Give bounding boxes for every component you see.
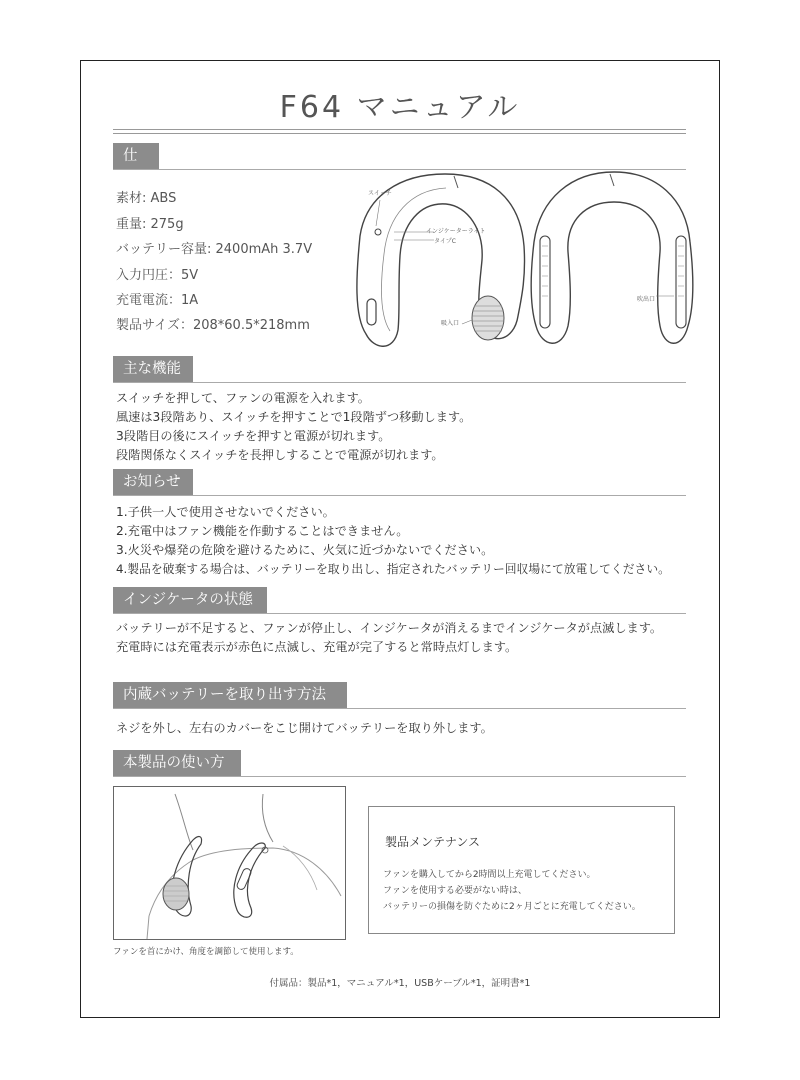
maintenance-line-3: バッテリーの損傷を防ぐために2ヶ月ごとに充電してください。 (383, 902, 641, 912)
section-heading-battery: 内蔵バッテリーを取り出す方法 (113, 682, 347, 708)
heading-rule (113, 382, 686, 383)
accessories-footer: 付属品：製品*1，マニュアル*1，USBケーブル*1，証明書*1 (269, 978, 531, 989)
section-heading-spec: 仕様 (113, 143, 159, 169)
title-rule-2 (113, 133, 686, 134)
spec-charge-current: 充電電流：1A (116, 293, 199, 308)
label-type-c: タイプC (434, 238, 456, 245)
heading-rule (113, 495, 686, 496)
indicator-line-1: バッテリーが不足すると、ファンが停止し、インジケータが消えるまでインジケータが点滅します。 (116, 621, 663, 635)
product-diagram-back (528, 166, 698, 352)
spec-weight: 重量: 275g (116, 217, 184, 232)
spec-input-voltage: 入力円圧：5V (116, 268, 199, 283)
label-outlet: 吹出口 (637, 296, 656, 303)
usage-caption: ファンを首にかけ、角度を調節して使用します。 (113, 947, 299, 957)
indicator-line-2: 充電時には充電表示が赤色に点滅し、充電が完了すると常時点灯します。 (116, 640, 518, 654)
heading-rule (113, 613, 686, 614)
maintenance-title: 製品メンテナンス (385, 835, 481, 849)
section-heading-notice: お知らせ (113, 469, 193, 495)
notice-line-4: 4.製品を破棄する場合は、バッテリーを取り出し、指定されたバッテリー回収場にて放電してください。 (116, 562, 670, 576)
label-indicator: インジケーターライト (426, 228, 486, 235)
section-heading-usage: 本製品の使い方 (113, 750, 241, 776)
label-intake: 吸入口 (441, 320, 460, 327)
battery-line-1: ネジを外し、左右のカバーをこじ開けてバッテリーを取り外します。 (116, 721, 493, 735)
notice-line-2: 2.充電中はファン機能を作動することはできません。 (116, 524, 409, 538)
label-switch: スイッチ (368, 190, 392, 197)
maintenance-line-2: ファンを使用する必要がない時は、 (383, 886, 527, 896)
title-rule (113, 129, 686, 130)
page-title: F64 マニュアル (279, 90, 521, 125)
spec-size: 製品サイズ：208*60.5*218mm (116, 318, 310, 333)
functions-line-3: 3段階目の後にスイッチを押すと電源が切れます。 (116, 429, 391, 443)
notice-line-1: 1.子供一人で使用させないでください。 (116, 505, 335, 519)
spec-material: 素材: ABS (116, 191, 177, 206)
notice-line-3: 3.火災や爆発の危険を避けるために、火気に近づかないでください。 (116, 543, 494, 557)
maintenance-line-1: ファンを購入してから2時間以上充電してください。 (383, 870, 596, 880)
maintenance-box (368, 806, 675, 934)
heading-rule (113, 708, 686, 709)
functions-line-1: スイッチを押して、ファンの電源を入れます。 (116, 391, 370, 405)
heading-rule (113, 776, 686, 777)
functions-line-2: 風速は3段階あり、スイッチを押すことで1段階ずつ移動します。 (116, 410, 472, 424)
section-heading-indicator: インジケータの状態 (113, 587, 267, 613)
section-heading-functions: 主な機能 (113, 356, 193, 382)
spec-battery: バッテリー容量: 2400mAh 3.7V (116, 242, 313, 257)
usage-illustration (113, 786, 346, 940)
functions-line-4: 段階関係なくスイッチを長押しすることで電源が切れます。 (116, 448, 444, 462)
